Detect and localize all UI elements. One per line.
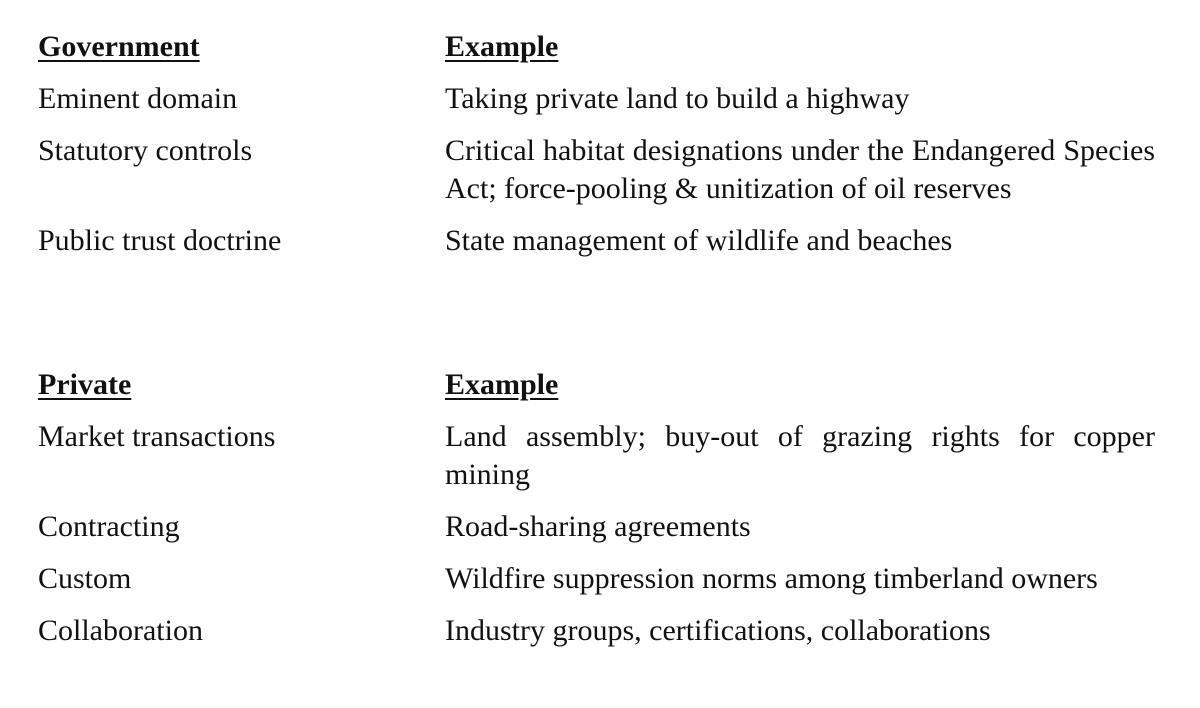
method-cell: Statutory controls — [38, 134, 253, 167]
example-cell: Taking private land to build a highway — [445, 82, 910, 115]
example-cell: State management of wildlife and beaches — [445, 224, 953, 257]
example-cell: Critical habitat designations under the Endangered Species Act; force-pooling & unitization of oil reserves — [445, 134, 1155, 205]
method-cell: Collaboration — [38, 614, 203, 647]
government-header: Government — [38, 30, 200, 63]
government-section — [38, 28, 1155, 260]
table-row — [38, 418, 1155, 494]
method-cell: Eminent domain — [38, 82, 238, 115]
private-section — [38, 366, 1155, 650]
method-cell: Custom — [38, 562, 132, 595]
government-example-header: Example — [445, 30, 559, 63]
method-cell: Contracting — [38, 510, 180, 543]
table-row — [38, 560, 1155, 598]
example-cell: Road-sharing agreements — [445, 510, 751, 543]
method-cell: Market transactions — [38, 420, 276, 453]
method-cell: Public trust doctrine — [38, 224, 282, 257]
example-cell: Industry groups, certifications, collaborations — [445, 614, 991, 647]
table-row — [38, 132, 1155, 208]
private-header-row — [38, 366, 1155, 404]
table-row — [38, 222, 1155, 260]
example-cell: Wildfire suppression norms among timberland owners — [445, 562, 1098, 595]
private-header: Private — [38, 368, 132, 401]
table-row — [38, 508, 1155, 546]
example-cell: Land assembly; buy-out of grazing rights for copper mining — [445, 420, 1155, 491]
table-row — [38, 612, 1155, 650]
table-row — [38, 80, 1155, 118]
private-example-header: Example — [445, 368, 559, 401]
government-header-row — [38, 28, 1155, 66]
